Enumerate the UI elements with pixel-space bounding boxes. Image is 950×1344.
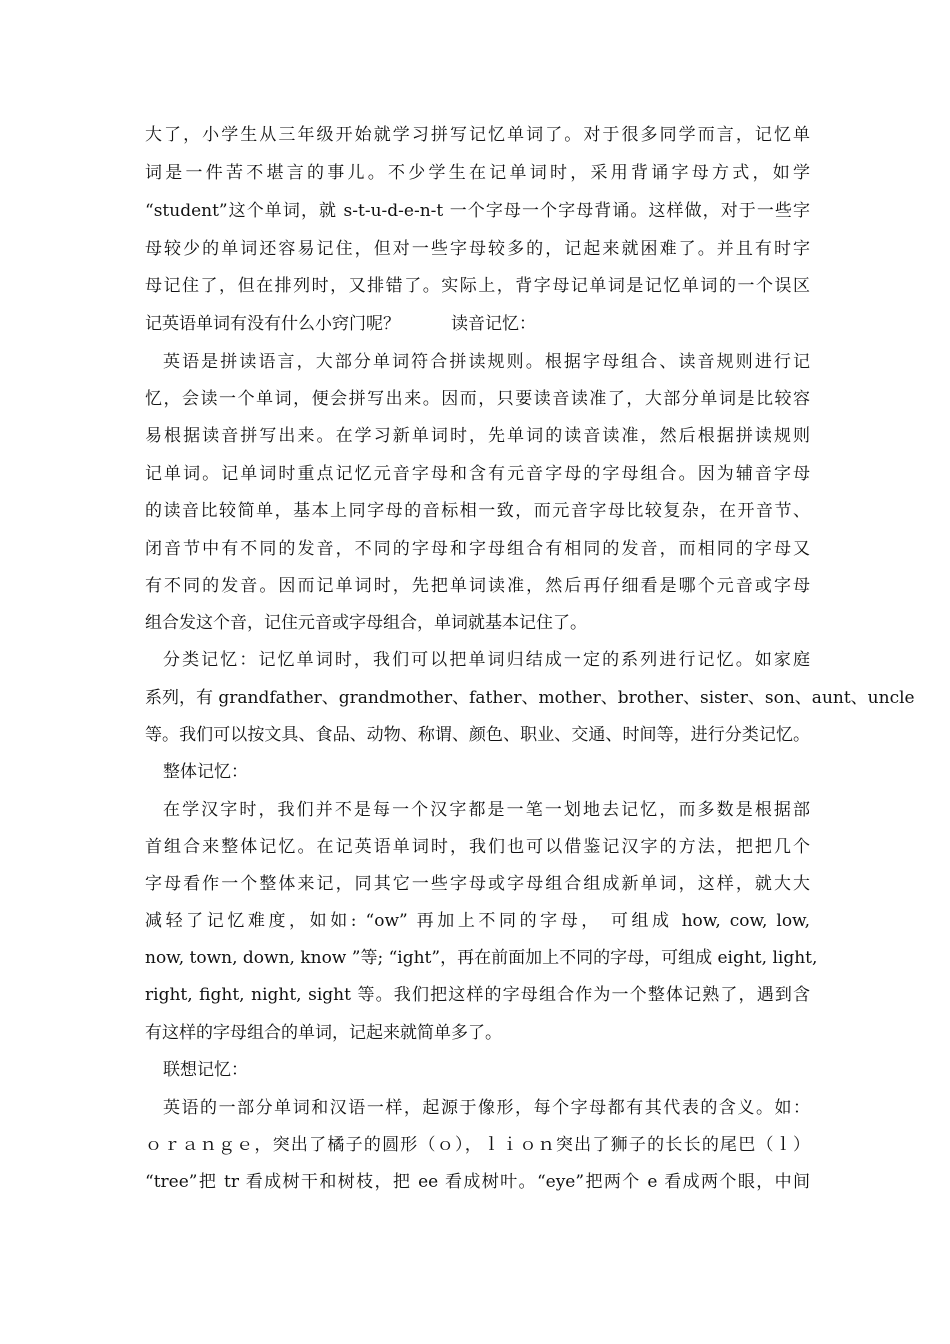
- text-line-13: 有不同的发音。因而记单词时，先把单词读准，然后再仔细看是哪个元音或字母: [145, 576, 810, 596]
- text-line-12: 闭音节中有不同的发音，不同的字母和字母组合有相同的发音，而相同的字母又: [145, 539, 810, 559]
- text-line-14: 组合发这个音，记住元音或字母组合，单词就基本记住了。: [145, 613, 587, 633]
- text-line-1: 大了，小学生从三年级开始就学习拼写记忆单词了。对于很多同学而言，记忆单: [145, 125, 810, 145]
- text-line-25: 有这样的字母组合的单词，记起来就简单多了。: [145, 1023, 502, 1043]
- text-line-18: 整体记忆：: [163, 762, 248, 782]
- text-line-22: 减轻了记忆难度，如如: “ow” 再加上不同的字母， 可组成 how, cow, low,: [145, 911, 810, 931]
- text-line-2: 词是一件苦不堪言的事儿。不少学生在记单词时，采用背诵字母方式，如学: [145, 163, 810, 183]
- text-line-29: “tree”把 tr 看成树干和树枝，把 ee 看成树叶。“eye”把两个 e 看成两个眼，中间: [145, 1172, 810, 1192]
- text-line-3: “student”这个单词，就 s-t-u-d-e-n-t 一个字母一个字母背诵。这样做，对于一些字: [145, 201, 810, 221]
- text-line-17: 等。我们可以按文具、食品、动物、称谓、颜色、职业、交通、时间等，进行分类记忆。: [145, 725, 810, 745]
- text-line-11: 的读音比较简单，基本上同字母的音标相一致，而元音字母比较复杂，在开音节、: [145, 501, 810, 521]
- text-line-28: ｏｒａｎｇｅ，突出了橘子的圆形（ｏ），ｌｉｏｎ突出了狮子的长长的尾巴（ｌ）: [145, 1135, 810, 1155]
- text-line-15: 分类记忆：记忆单词时，我们可以把单词归结成一定的系列进行记忆。如家庭: [163, 650, 810, 670]
- text-line-27: 英语的一部分单词和汉语一样，起源于像形，每个字母都有其代表的含义。如：: [163, 1098, 810, 1118]
- text-line-6: 记英语单词有没有什么小窍门呢？ 读音记忆：: [145, 314, 536, 334]
- text-line-23: now, town, down, know ”等; “ight”，再在前面加上不同的字母，可组成 eight, light,: [145, 948, 818, 968]
- text-line-20: 首组合来整体记忆。在记英语单词时，我们也可以借鉴记汉字的方法，把把几个: [145, 837, 810, 857]
- text-line-26: 联想记忆：: [163, 1060, 248, 1080]
- text-line-21: 字母看作一个整体来记，同其它一些字母或字母组合组成新单词，这样，就大大: [145, 874, 810, 894]
- text-line-8: 忆，会读一个单词，便会拼写出来。因而，只要读音读准了，大部分单词是比较容: [145, 389, 810, 409]
- text-line-9: 易根据读音拼写出来。在学习新单词时，先单词的读音读准，然后根据拼读规则: [145, 426, 810, 446]
- text-line-19: 在学汉字时，我们并不是每一个汉字都是一笔一划地去记忆，而多数是根据部: [163, 800, 810, 820]
- text-line-16: 系列，有 grandfather、grandmother、father、mother、brother、sister、son、aunt、uncle: [145, 688, 915, 708]
- text-line-4: 母较少的单词还容易记住，但对一些字母较多的，记起来就困难了。并且有时字: [145, 239, 810, 259]
- text-line-24: right, fight, night, sight 等。我们把这样的字母组合作为一个整体记熟了，遇到含: [145, 985, 810, 1005]
- text-line-7: 英语是拼读语言，大部分单词符合拼读规则。根据字母组合、读音规则进行记: [163, 352, 810, 372]
- text-line-10: 记单词。记单词时重点记忆元音字母和含有元音字母的字母组合。因为辅音字母: [145, 464, 810, 484]
- text-line-5: 母记住了，但在排列时，又排错了。实际上，背字母记单词是记忆单词的一个误区: [145, 276, 810, 296]
